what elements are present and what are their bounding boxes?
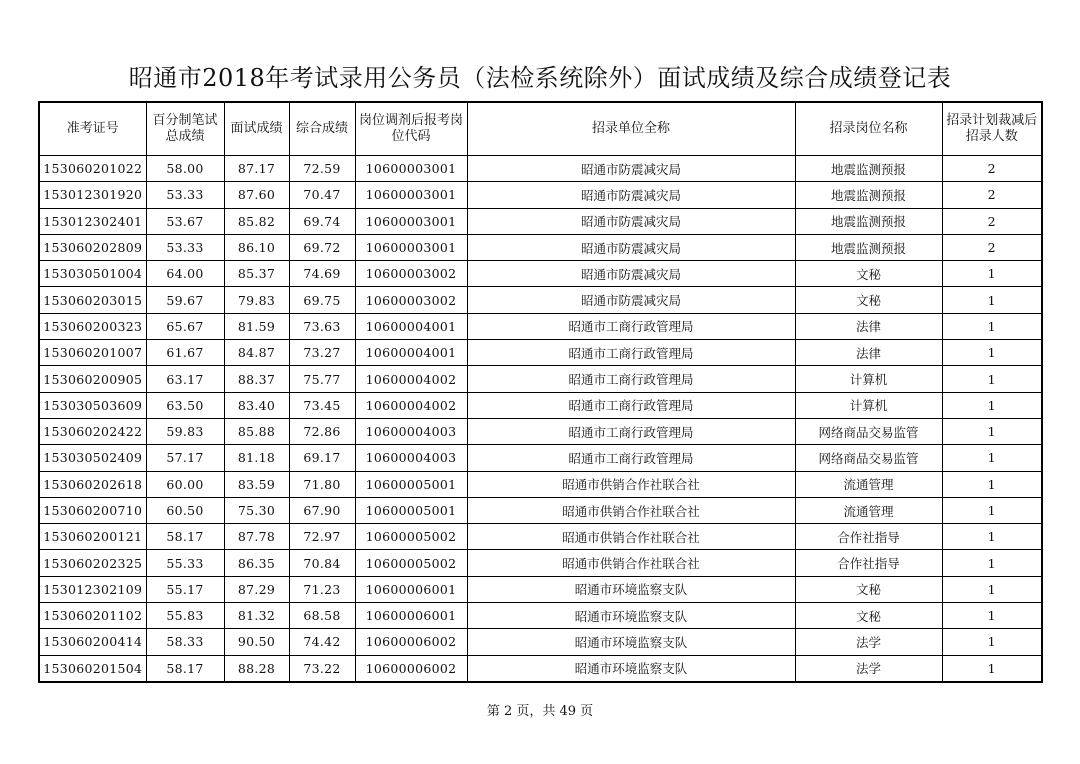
cell-post-code: 10600005001 (355, 497, 467, 523)
table-row (39, 287, 1042, 313)
cell-post-name: 计算机 (795, 366, 942, 392)
cell-post-code: 10600003002 (355, 261, 467, 287)
cell-post-name: 法律 (795, 340, 942, 366)
cell-quota: 1 (942, 392, 1042, 418)
cell-written-score: 61.67 (146, 340, 224, 366)
cell-interview-score: 85.37 (224, 261, 289, 287)
cell-unit-name: 昭通市工商行政管理局 (467, 445, 795, 471)
cell-quota: 1 (942, 471, 1042, 497)
cell-quota: 1 (942, 576, 1042, 602)
cell-quota: 1 (942, 313, 1042, 339)
cell-exam-no: 153060200414 (39, 629, 146, 655)
cell-post-code: 10600004002 (355, 366, 467, 392)
cell-written-score: 59.83 (146, 418, 224, 444)
cell-interview-score: 90.50 (224, 629, 289, 655)
cell-quota: 2 (942, 156, 1042, 182)
cell-unit-name: 昭通市防震减灾局 (467, 182, 795, 208)
table-row (39, 418, 1042, 444)
table-row (39, 655, 1042, 682)
cell-post-code: 10600003001 (355, 234, 467, 260)
cell-post-code: 10600006001 (355, 576, 467, 602)
cell-written-score: 53.33 (146, 182, 224, 208)
cell-interview-score: 88.28 (224, 655, 289, 682)
cell-total-score: 73.22 (289, 655, 355, 682)
cell-interview-score: 85.88 (224, 418, 289, 444)
cell-interview-score: 81.18 (224, 445, 289, 471)
cell-total-score: 74.42 (289, 629, 355, 655)
cell-interview-score: 87.78 (224, 524, 289, 550)
cell-exam-no: 153060203015 (39, 287, 146, 313)
cell-total-score: 69.72 (289, 234, 355, 260)
table-row (39, 471, 1042, 497)
cell-total-score: 71.80 (289, 471, 355, 497)
cell-post-name: 法学 (795, 629, 942, 655)
cell-written-score: 55.83 (146, 603, 224, 629)
cell-post-code: 10600003001 (355, 182, 467, 208)
document-title: 昭通市2018年考试录用公务员（法检系统除外）面试成绩及综合成绩登记表 (128, 64, 952, 92)
cell-interview-score: 86.35 (224, 550, 289, 576)
table-row (39, 313, 1042, 339)
cell-written-score: 58.00 (146, 156, 224, 182)
score-table (38, 101, 1043, 683)
cell-interview-score: 83.59 (224, 471, 289, 497)
cell-written-score: 60.50 (146, 497, 224, 523)
cell-post-name: 地震监测预报 (795, 208, 942, 234)
cell-unit-name: 昭通市工商行政管理局 (467, 313, 795, 339)
table-row (39, 156, 1042, 182)
header-exam-no: 准考证号 (39, 102, 146, 156)
header-total-score: 综合成绩 (289, 102, 355, 156)
cell-interview-score: 87.17 (224, 156, 289, 182)
cell-post-name: 合作社指导 (795, 550, 942, 576)
cell-unit-name: 昭通市供销合作社联合社 (467, 524, 795, 550)
cell-unit-name: 昭通市供销合作社联合社 (467, 497, 795, 523)
table-row (39, 261, 1042, 287)
cell-total-score: 70.84 (289, 550, 355, 576)
cell-unit-name: 昭通市环境监察支队 (467, 576, 795, 602)
cell-quota: 1 (942, 550, 1042, 576)
cell-quota: 1 (942, 655, 1042, 682)
cell-post-name: 地震监测预报 (795, 182, 942, 208)
cell-post-name: 网络商品交易监管 (795, 445, 942, 471)
cell-written-score: 60.00 (146, 471, 224, 497)
cell-total-score: 69.74 (289, 208, 355, 234)
cell-written-score: 58.17 (146, 524, 224, 550)
cell-quota: 1 (942, 287, 1042, 313)
cell-total-score: 70.47 (289, 182, 355, 208)
cell-unit-name: 昭通市工商行政管理局 (467, 392, 795, 418)
table-row (39, 366, 1042, 392)
cell-total-score: 69.17 (289, 445, 355, 471)
cell-total-score: 72.86 (289, 418, 355, 444)
cell-exam-no: 153012302109 (39, 576, 146, 602)
cell-unit-name: 昭通市防震减灾局 (467, 287, 795, 313)
cell-total-score: 72.97 (289, 524, 355, 550)
cell-post-name: 网络商品交易监管 (795, 418, 942, 444)
table-row (39, 182, 1042, 208)
cell-exam-no: 153060201007 (39, 340, 146, 366)
cell-interview-score: 88.37 (224, 366, 289, 392)
cell-post-code: 10600003001 (355, 156, 467, 182)
table-row (39, 524, 1042, 550)
table-row (39, 576, 1042, 602)
cell-post-code: 10600006002 (355, 655, 467, 682)
cell-unit-name: 昭通市防震减灾局 (467, 208, 795, 234)
cell-unit-name: 昭通市供销合作社联合社 (467, 471, 795, 497)
cell-exam-no: 153060201102 (39, 603, 146, 629)
cell-total-score: 73.27 (289, 340, 355, 366)
cell-total-score: 75.77 (289, 366, 355, 392)
table-row (39, 497, 1042, 523)
cell-post-code: 10600004001 (355, 340, 467, 366)
cell-unit-name: 昭通市防震减灾局 (467, 156, 795, 182)
cell-quota: 1 (942, 524, 1042, 550)
cell-quota: 1 (942, 629, 1042, 655)
cell-exam-no: 153060201504 (39, 655, 146, 682)
cell-written-score: 59.67 (146, 287, 224, 313)
table-row (39, 550, 1042, 576)
cell-written-score: 64.00 (146, 261, 224, 287)
cell-exam-no: 153030501004 (39, 261, 146, 287)
cell-interview-score: 87.60 (224, 182, 289, 208)
cell-written-score: 58.17 (146, 655, 224, 682)
cell-post-name: 文秘 (795, 287, 942, 313)
cell-written-score: 63.17 (146, 366, 224, 392)
table-header-row (39, 102, 1042, 156)
cell-quota: 1 (942, 261, 1042, 287)
cell-interview-score: 86.10 (224, 234, 289, 260)
table-row (39, 392, 1042, 418)
cell-exam-no: 153060202422 (39, 418, 146, 444)
cell-post-name: 流通管理 (795, 471, 942, 497)
cell-total-score: 74.69 (289, 261, 355, 287)
cell-exam-no: 153060200323 (39, 313, 146, 339)
cell-post-name: 文秘 (795, 576, 942, 602)
cell-interview-score: 79.83 (224, 287, 289, 313)
cell-post-code: 10600005002 (355, 550, 467, 576)
cell-unit-name: 昭通市环境监察支队 (467, 603, 795, 629)
cell-total-score: 71.23 (289, 576, 355, 602)
cell-written-score: 55.17 (146, 576, 224, 602)
cell-quota: 2 (942, 182, 1042, 208)
cell-interview-score: 81.59 (224, 313, 289, 339)
cell-post-code: 10600004003 (355, 445, 467, 471)
table-row (39, 445, 1042, 471)
cell-post-code: 10600004003 (355, 418, 467, 444)
cell-exam-no: 153060202809 (39, 234, 146, 260)
cell-quota: 2 (942, 234, 1042, 260)
cell-post-name: 合作社指导 (795, 524, 942, 550)
cell-unit-name: 昭通市防震减灾局 (467, 261, 795, 287)
cell-unit-name: 昭通市环境监察支队 (467, 655, 795, 682)
cell-post-code: 10600006001 (355, 603, 467, 629)
cell-post-name: 法律 (795, 313, 942, 339)
cell-exam-no: 153030502409 (39, 445, 146, 471)
cell-exam-no: 153060200905 (39, 366, 146, 392)
cell-quota: 1 (942, 603, 1042, 629)
cell-post-code: 10600005001 (355, 471, 467, 497)
cell-unit-name: 昭通市工商行政管理局 (467, 340, 795, 366)
cell-quota: 1 (942, 366, 1042, 392)
table-row (39, 629, 1042, 655)
cell-post-code: 10600003002 (355, 287, 467, 313)
cell-unit-name: 昭通市环境监察支队 (467, 629, 795, 655)
table-row (39, 603, 1042, 629)
cell-post-name: 地震监测预报 (795, 156, 942, 182)
header-quota: 招录计划裁减后招录人数 (942, 102, 1042, 156)
header-interview-score: 面试成绩 (224, 102, 289, 156)
cell-written-score: 63.50 (146, 392, 224, 418)
cell-post-name: 地震监测预报 (795, 234, 942, 260)
cell-exam-no: 153060201022 (39, 156, 146, 182)
cell-unit-name: 昭通市工商行政管理局 (467, 366, 795, 392)
cell-interview-score: 75.30 (224, 497, 289, 523)
cell-total-score: 72.59 (289, 156, 355, 182)
table-row (39, 340, 1042, 366)
cell-written-score: 58.33 (146, 629, 224, 655)
cell-exam-no: 153060200710 (39, 497, 146, 523)
cell-post-code: 10600005002 (355, 524, 467, 550)
table-row (39, 208, 1042, 234)
header-written-score: 百分制笔试总成绩 (146, 102, 224, 156)
cell-post-name: 流通管理 (795, 497, 942, 523)
page-footer: 第 2 页，共 49 页 (486, 704, 594, 719)
cell-interview-score: 84.87 (224, 340, 289, 366)
cell-written-score: 53.67 (146, 208, 224, 234)
cell-post-code: 10600004002 (355, 392, 467, 418)
cell-interview-score: 85.82 (224, 208, 289, 234)
cell-post-code: 10600004001 (355, 313, 467, 339)
cell-exam-no: 153012301920 (39, 182, 146, 208)
cell-total-score: 69.75 (289, 287, 355, 313)
cell-quota: 2 (942, 208, 1042, 234)
cell-interview-score: 81.32 (224, 603, 289, 629)
cell-exam-no: 153030503609 (39, 392, 146, 418)
cell-post-code: 10600006002 (355, 629, 467, 655)
cell-total-score: 73.63 (289, 313, 355, 339)
cell-exam-no: 153060202618 (39, 471, 146, 497)
cell-total-score: 73.45 (289, 392, 355, 418)
cell-post-name: 文秘 (795, 261, 942, 287)
cell-written-score: 55.33 (146, 550, 224, 576)
cell-interview-score: 83.40 (224, 392, 289, 418)
cell-total-score: 68.58 (289, 603, 355, 629)
cell-quota: 1 (942, 497, 1042, 523)
cell-quota: 1 (942, 340, 1042, 366)
cell-post-name: 法学 (795, 655, 942, 682)
cell-exam-no: 153012302401 (39, 208, 146, 234)
cell-quota: 1 (942, 418, 1042, 444)
cell-quota: 1 (942, 445, 1042, 471)
cell-exam-no: 153060202325 (39, 550, 146, 576)
cell-unit-name: 昭通市防震减灾局 (467, 234, 795, 260)
cell-interview-score: 87.29 (224, 576, 289, 602)
cell-unit-name: 昭通市工商行政管理局 (467, 418, 795, 444)
cell-written-score: 57.17 (146, 445, 224, 471)
cell-post-name: 文秘 (795, 603, 942, 629)
cell-exam-no: 153060200121 (39, 524, 146, 550)
header-post-name: 招录岗位名称 (795, 102, 942, 156)
header-post-code: 岗位调剂后报考岗位代码 (355, 102, 467, 156)
cell-written-score: 65.67 (146, 313, 224, 339)
cell-total-score: 67.90 (289, 497, 355, 523)
cell-post-code: 10600003001 (355, 208, 467, 234)
cell-post-name: 计算机 (795, 392, 942, 418)
cell-written-score: 53.33 (146, 234, 224, 260)
cell-unit-name: 昭通市供销合作社联合社 (467, 550, 795, 576)
header-unit-name: 招录单位全称 (467, 102, 795, 156)
table-row (39, 234, 1042, 260)
table-body (39, 156, 1042, 682)
